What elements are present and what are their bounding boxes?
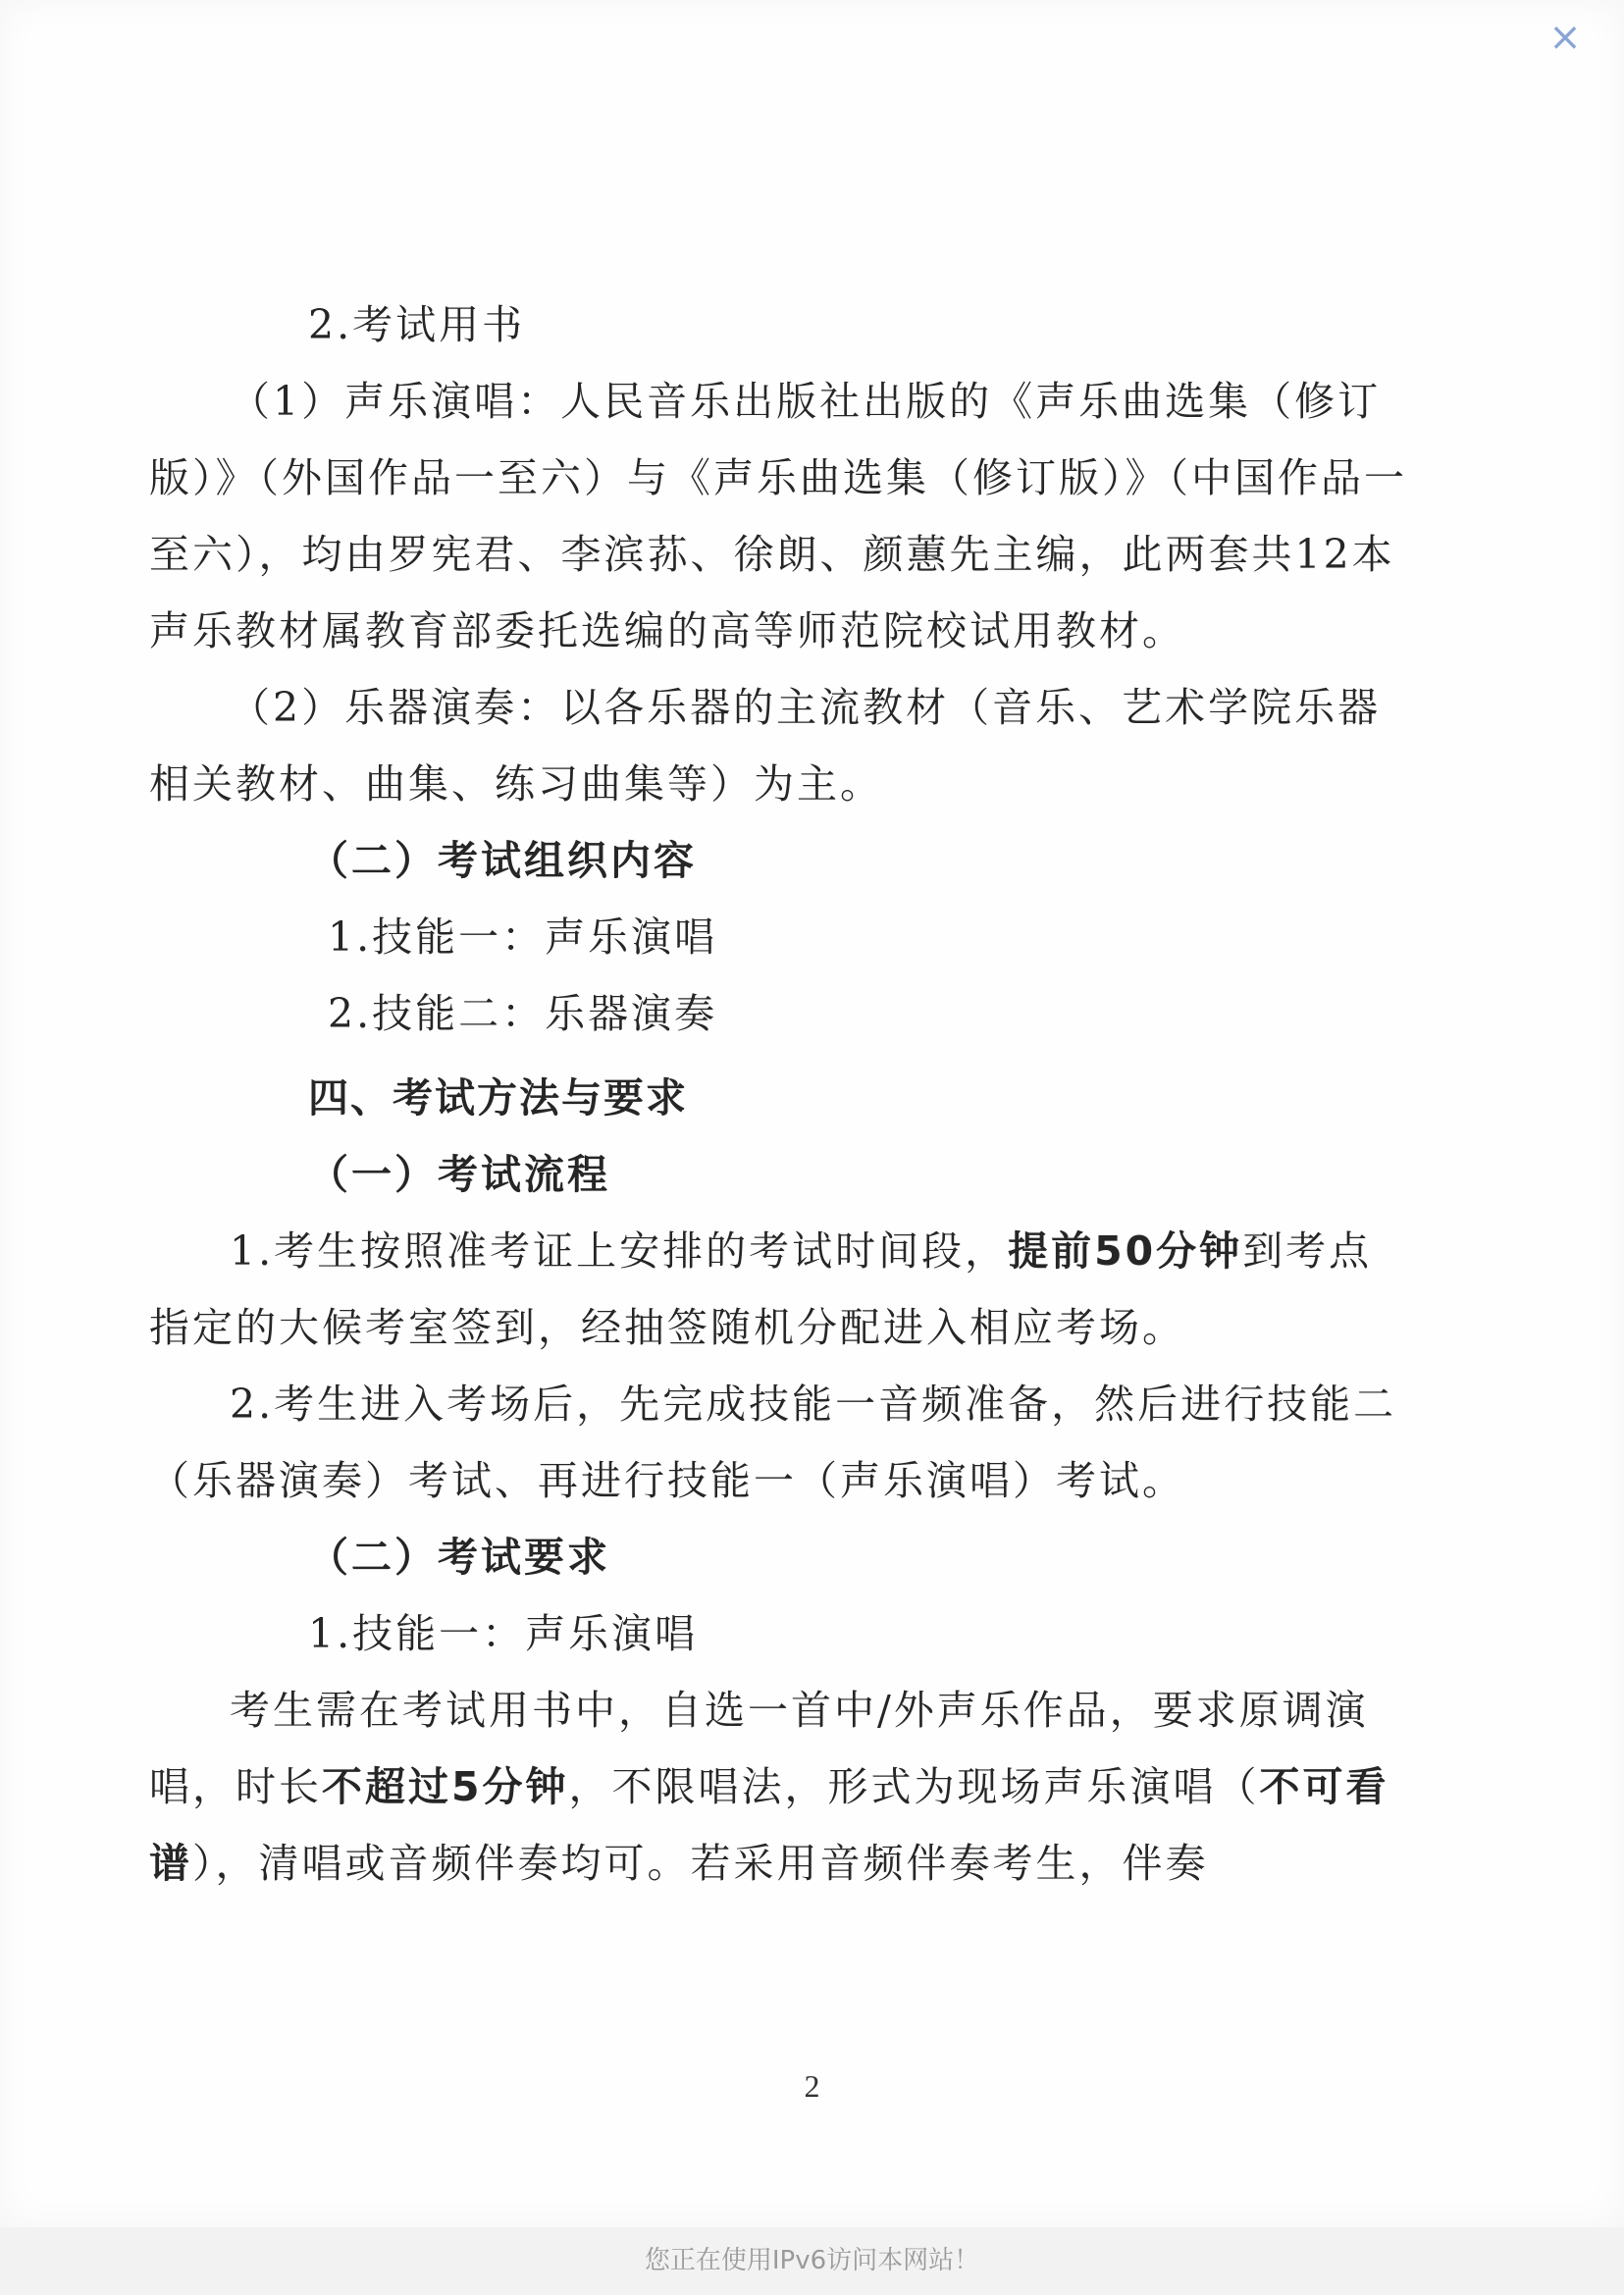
heading-section-four: 四、考试方法与要求 [308,1074,688,1121]
process-one-emphasis: 提前50分钟 [1008,1227,1243,1275]
paragraph-process-one [149,1213,1415,1366]
vocal-req-emphasis-duration: 不超过5分钟 [322,1763,569,1810]
paragraph-vocal-requirements [149,1672,1415,1902]
heading-exam-requirements: （二）考试要求 [308,1534,610,1581]
process-one-text-c: 到考点指定的大候考室签到，经抽签随机分配进入相应考场。 [149,1227,1373,1351]
vocal-req-text-c: ，不限唱法，形式为现场声乐演唱（ [568,1763,1260,1810]
paragraph-vocal-books: （1）声乐演唱：人民音乐出版社出版的《声乐曲选集（修订版）》（外国作品一至六）与《声乐曲选集（修订版）》（中国作品一至六），均由罗宪君、李滨荪、徐朗、颜蕙先主编，此两套共12本声乐教材属教育部委托选编的高等师范院校试用教材。 [149,378,1407,654]
requirement-skill-one: 1.技能一：声乐演唱 [308,1610,699,1657]
paragraph-process-two: 2.考生进入考场后，先完成技能一音频准备，然后进行技能二（乐器演奏）考试、再进行技能一（声乐演唱）考试。 [149,1381,1397,1504]
document-body [149,287,1415,1902]
process-one-text-a: 1.考生按照准考证上安排的考试时间段， [230,1227,1009,1275]
paragraph-instrument-books: （2）乐器演奏：以各乐器的主流教材（音乐、艺术学院乐器相关教材、曲集、练习曲集等）为主。 [149,684,1382,808]
paragraph-exam-books-heading: 2.考试用书 [308,301,526,348]
skill-one-item: 1.技能一：声乐演唱 [328,913,718,961]
vocal-req-text-a: 考生需在考试用书中，自选一首中/外声乐作品，要求原调演唱，时长 [149,1687,1369,1810]
vocal-req-text-e: ），清唱或音频伴奏均可。若采用音频伴奏考生，伴奏 [192,1840,1209,1887]
ipv6-notice-bar: 您正在使用IPv6访问本网站！ [0,2227,1624,2295]
heading-exam-process: （一）考试流程 [308,1151,610,1198]
heading-exam-content: （二）考试组织内容 [308,837,697,884]
page-number: 2 [804,2068,820,2104]
vocal-req-emphasis-no-score: 不可看谱 [149,1763,1389,1887]
skill-two-item: 2.技能二：乐器演奏 [328,990,718,1037]
close-icon[interactable]: × [1548,15,1582,60]
